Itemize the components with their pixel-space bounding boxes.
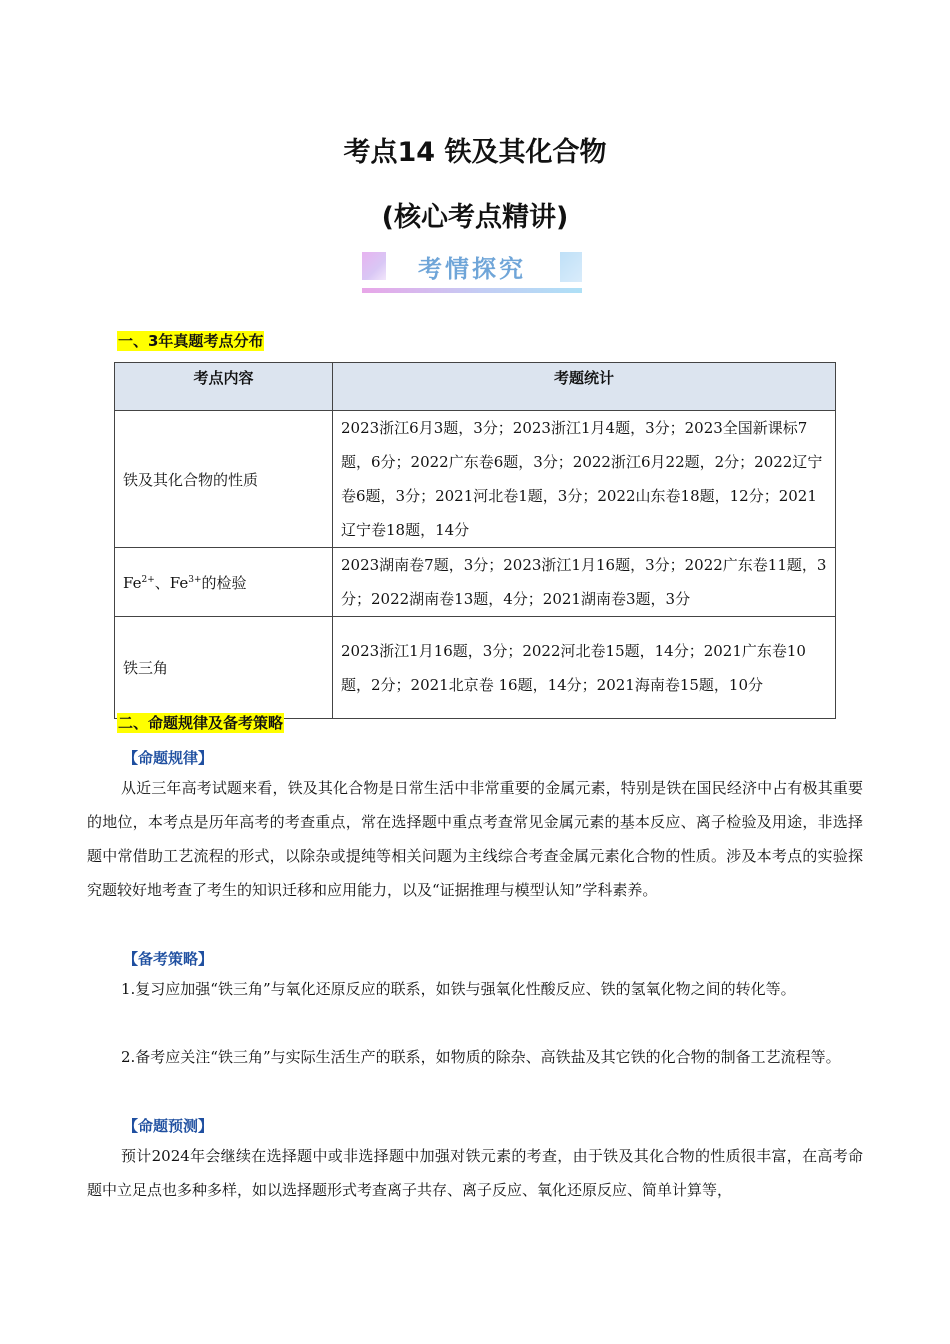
section-banner xyxy=(362,252,582,296)
rule-paragraph: 从近三年高考试题来看，铁及其化合物是日常生活中非常重要的金属元素，特别是铁在国民经济中占有极其重要的地位，本考点是历年高考的考查重点，常在选择题中重点考查常见金属元素的基本反应、离子检验及用途，非选择题中常借助工艺流程的形式，以除杂或提纯等相关问题为主线综合考查金属元素化合物的性质。涉及本考点的实验探究题较好地考查了考生的知识迁移和应用能力，以及“证据推理与模型认知”学科素养。 xyxy=(87,779,863,899)
table-header-row xyxy=(115,363,836,411)
exam-stats-table xyxy=(114,362,836,719)
table-header-stats: 考题统计 xyxy=(333,363,836,411)
stats-cell: 2023浙江6月3题，3分；2023浙江1月4题，3分；2023全国新课标7题，6分；2022广东卷6题，3分；2022浙江6月22题，2分；2022辽宁卷6题，3分；2021河北卷1题，3分；2022山东卷18题，12分；2021辽宁卷18题，14分 xyxy=(333,411,836,548)
page-subtitle: (核心考点精讲) xyxy=(381,202,569,233)
strategy-item-1: 1.复习应加强“铁三角”与氧化还原反应的联系，如铁与强氧化性酸反应、铁的氢氧化物之间的转化等。 xyxy=(121,980,796,998)
section-heading-distribution: 一、3年真题考点分布 xyxy=(118,332,264,350)
strategy-item-2: 2.备考应关注“铁三角”与实际生活生产的联系，如物质的除杂、高铁盐及其它铁的化合物的制备工艺流程等。 xyxy=(121,1048,841,1066)
prediction-paragraph: 预计2024年会继续在选择题中或非选择题中加强对铁元素的考查，由于铁及其化合物的性质很丰富，在高考命题中立足点也多种多样，如以选择题形式考查离子共存、离子反应、氧化还原反应、简单计算等， xyxy=(87,1147,863,1199)
page-title: 考点14 铁及其化合物 xyxy=(343,137,607,168)
strategy-label: 【备考策略】 xyxy=(123,950,214,968)
table-row xyxy=(115,411,836,548)
table-header-topic: 考点内容 xyxy=(115,363,333,411)
table-row xyxy=(115,548,836,617)
topic-cell: 铁及其化合物的性质 xyxy=(115,411,333,548)
stats-cell: 2023浙江1月16题，3分；2022河北卷15题，14分；2021广东卷10题，2分；2021北京卷 16题，14分；2021海南卷15题，10分 xyxy=(333,617,836,719)
banner-underline xyxy=(362,288,582,293)
stats-cell: 2023湖南卷7题，3分；2023浙江1月16题，3分；2022广东卷11题，3分；2022湖南卷13题，4分；2021湖南卷3题，3分 xyxy=(333,548,836,617)
rule-label: 【命题规律】 xyxy=(123,749,214,767)
section-heading-strategy: 二、命题规律及备考策略 xyxy=(118,714,284,732)
topic-cell: 铁三角 xyxy=(115,617,333,719)
prediction-label: 【命题预测】 xyxy=(123,1117,214,1135)
topic-cell: $Fe^{2+}$、$Fe^{3+}$的检验 xyxy=(115,548,333,617)
table-row xyxy=(115,617,836,719)
banner-label: 考情探究 xyxy=(418,255,526,283)
